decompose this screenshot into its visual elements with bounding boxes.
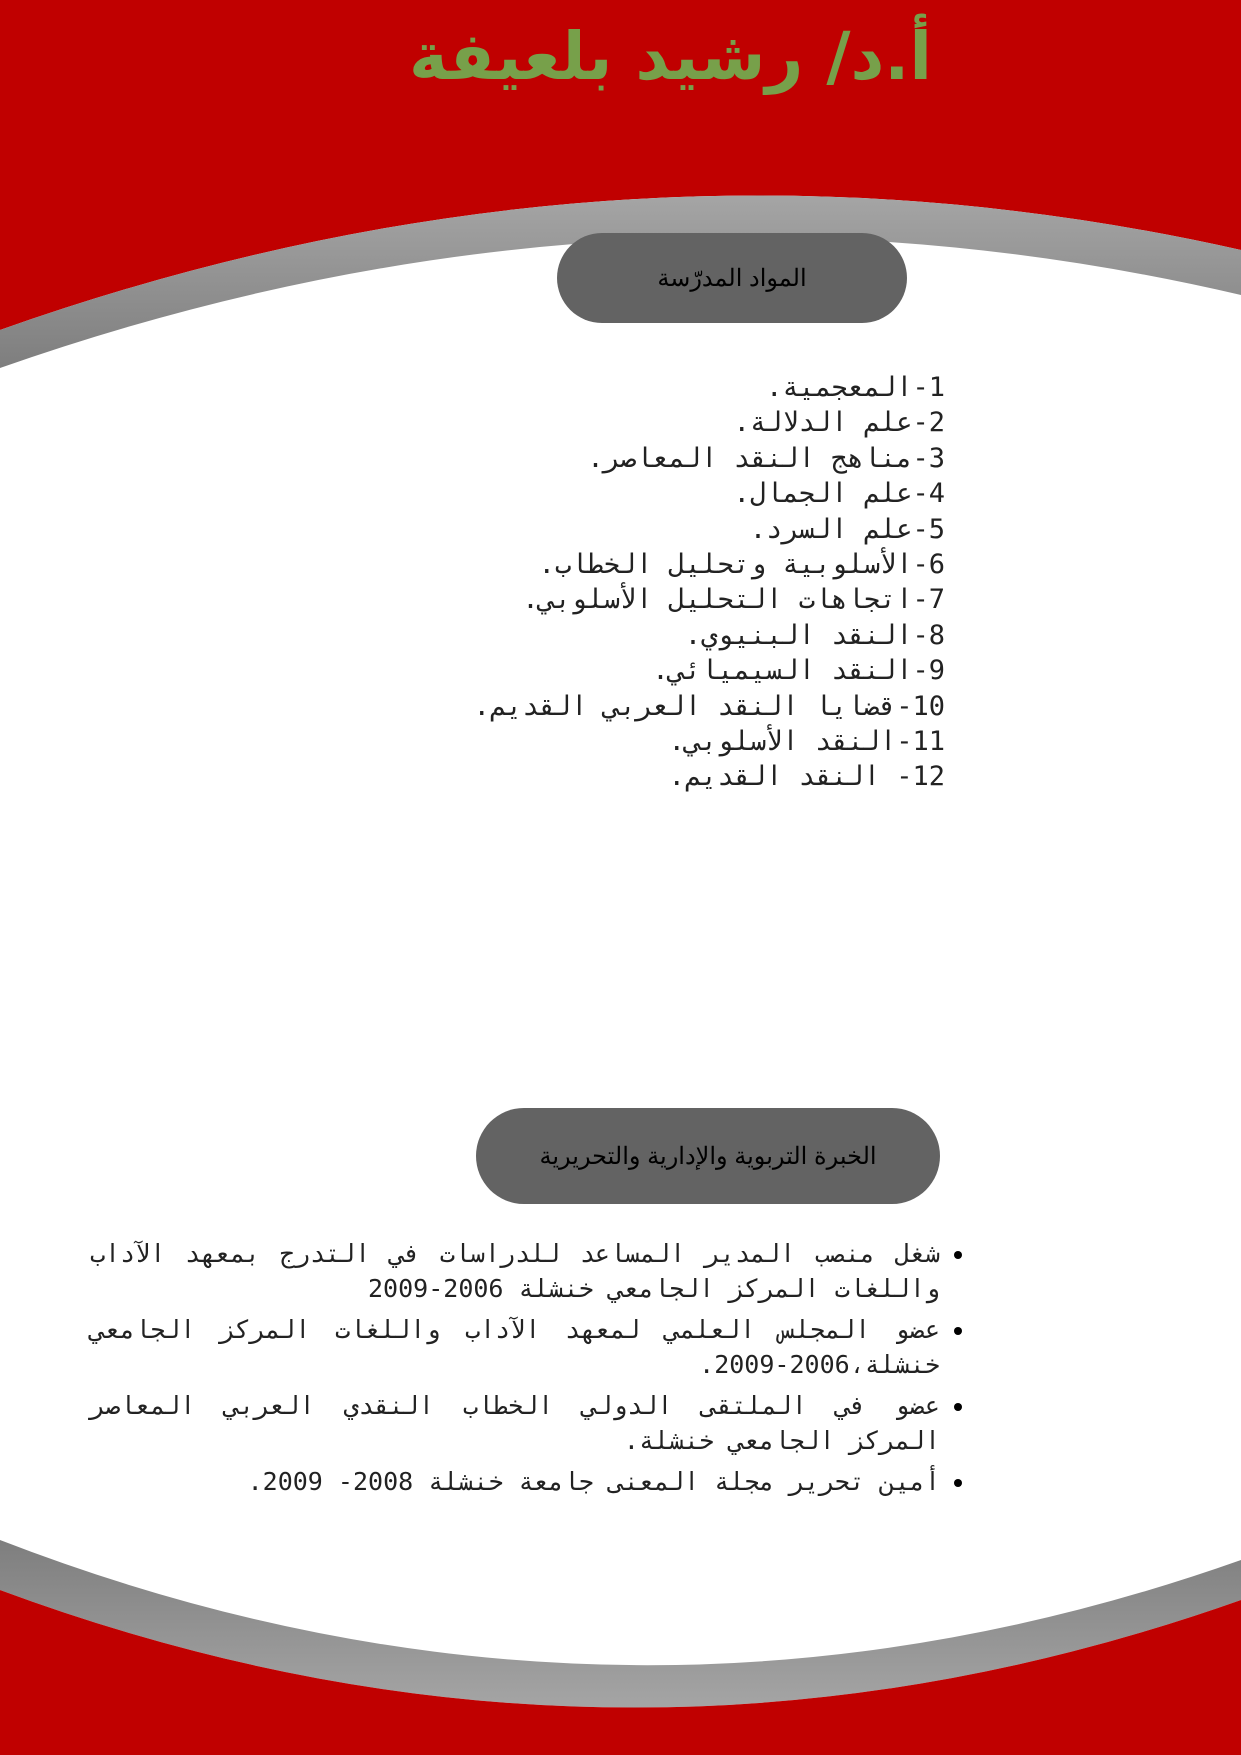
list-item: 3-مناهج النقد المعاصر. [587,442,945,474]
list-item: 8-النقد البنيوي. [684,619,945,651]
page-title: أ.د/ رشيد بلعيفة [408,18,933,95]
list-item: • عضو المجلس العلمي لمعهد الآداب واللغات المركز الجامعي خنشلة،2006-2009. [90,1312,940,1382]
list-item: 1-المعجمية. [766,372,945,403]
list-item: 4-علم الجمال. [733,478,945,510]
subjects-list [474,370,945,795]
experience-heading: الخبرة التربوية والإدارية والتحريرية [539,1142,877,1170]
list-item: • أمين تحرير مجلة المعنى جامعة خنشلة 2008- 2009. [90,1464,940,1499]
subjects-heading: المواد المدرّسة [657,264,807,292]
subjects-heading-pill [557,233,907,323]
list-item: 9-النقد السيميائي. [652,655,945,687]
list-item: 5-علم السرد. [749,513,945,545]
list-item: 10-قضايا النقد العربي القديم. [473,690,945,722]
experience-heading-pill [476,1108,940,1204]
list-item: 12- النقد القديم. [668,761,945,793]
list-item: • عضو في الملتقى الدولي الخطاب النقدي العربي المعاصر المركز الجامعي خنشلة. [90,1388,940,1458]
list-item: • شغل منصب المدير المساعد للدراسات في التدرج بمعهد الآداب واللغات المركز الجامعي خنشلة 2006-2009 [90,1236,940,1306]
experience-list [90,1236,980,1505]
list-item: 11-النقد الأسلوبي. [668,726,945,758]
list-item: 6-الأسلوبية وتحليل الخطاب. [538,549,945,581]
list-item: 7-اتجاهات التحليل الأسلوبي. [522,584,945,616]
list-item: 2-علم الدلالة. [733,407,945,439]
